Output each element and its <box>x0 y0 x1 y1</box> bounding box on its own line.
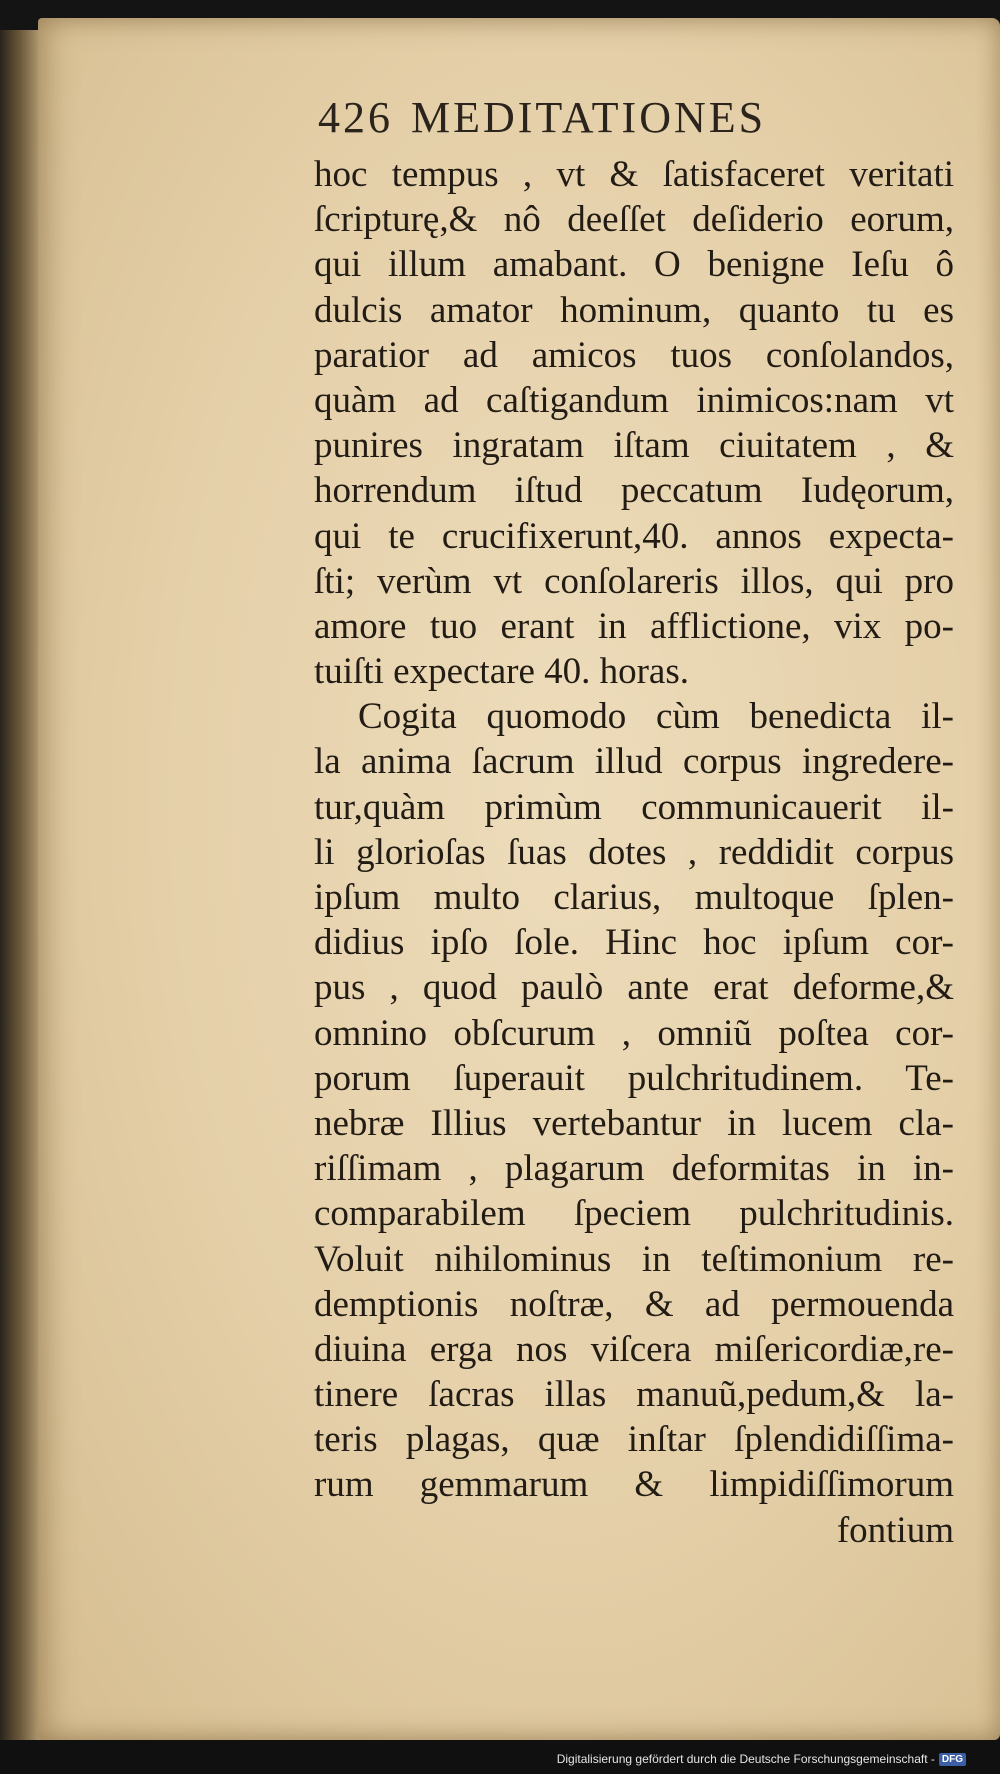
running-header <box>318 92 766 143</box>
text-line: hoc tempus , vt & ſatisfaceret veritati <box>314 154 954 195</box>
text-line: la anima ſacrum illud corpus ingredere- <box>314 741 954 783</box>
body-text <box>314 152 954 1553</box>
text-line: Voluit nihilominus in teſtimonium re- <box>314 1238 954 1280</box>
text-line: didius ipſo ſole. Hinc hoc ipſum cor- <box>314 922 954 964</box>
text-line: ſcripturę,& nô deeſſet deſiderio eorum, <box>314 199 954 241</box>
text-line: rum gemmarum & limpidiſſimorum <box>314 1464 954 1506</box>
text-line: pus , quod paulò ante erat deforme,& <box>314 967 954 1009</box>
catchword: fontium <box>836 1509 954 1551</box>
page-number: 426 <box>318 93 393 142</box>
text-line: omnino obſcurum , omniũ poſtea cor- <box>314 1012 954 1054</box>
running-title: MEDITATIONES <box>411 93 767 142</box>
text-line: ipſum multo clarius, multoque ſplen- <box>314 877 954 918</box>
text-line: tinere ſacras illas manuũ,pedum,& la- <box>314 1374 954 1416</box>
text-line: tuiſti expectare 40. horas. <box>314 651 690 693</box>
text-line: demptionis noſtræ, & ad permouenda <box>314 1283 954 1325</box>
text-line: teris plagas, quæ inſtar ſplendidiſſima- <box>314 1419 954 1461</box>
text-line: amore tuo erant in afflictione, vix po- <box>314 605 954 647</box>
text-line: Cogita quomodo cùm benedicta il- <box>358 696 954 738</box>
text-line: porum ſuperauit pulchritudinem. Te- <box>314 1057 954 1099</box>
text-line: horrendum iſtud peccatum Iudęorum, <box>314 470 954 512</box>
text-line: comparabilem ſpeciem pulchritudinis. <box>314 1193 954 1235</box>
text-line: qui te crucifixerunt,40. annos expecta- <box>314 515 954 557</box>
text-line: tur,quàm primùm communicauerit il- <box>314 786 954 828</box>
text-line: qui illum amabant. O benigne Ieſu ô <box>314 244 954 286</box>
dfg-logo-icon: DFG <box>939 1753 966 1766</box>
text-line: diuina erga nos viſcera miſericordiæ,re- <box>314 1328 954 1370</box>
text-line: ſti; verùm vt conſolareris illos, qui pro <box>314 560 954 602</box>
text-line: nebræ Illius vertebantur in lucem cla- <box>314 1102 954 1144</box>
text-line: li glorioſas ſuas dotes , reddidit corpus <box>314 831 954 873</box>
text-line: paratior ad amicos tuos conſolandos, <box>314 334 954 376</box>
text-line: riſſimam , plagarum deformitas in in- <box>314 1148 954 1190</box>
text-line: dulcis amator hominum, quanto tu es <box>314 289 954 331</box>
text-line: punires ingratam iſtam ciuitatem , & <box>314 425 954 467</box>
text-line: quàm ad caſtigandum inimicos:nam vt <box>314 379 954 421</box>
digitization-credit <box>557 1752 966 1766</box>
credit-text: Digitalisierung gefördert durch die Deutsche Forschungsgemeinschaft - <box>556 1752 935 1766</box>
